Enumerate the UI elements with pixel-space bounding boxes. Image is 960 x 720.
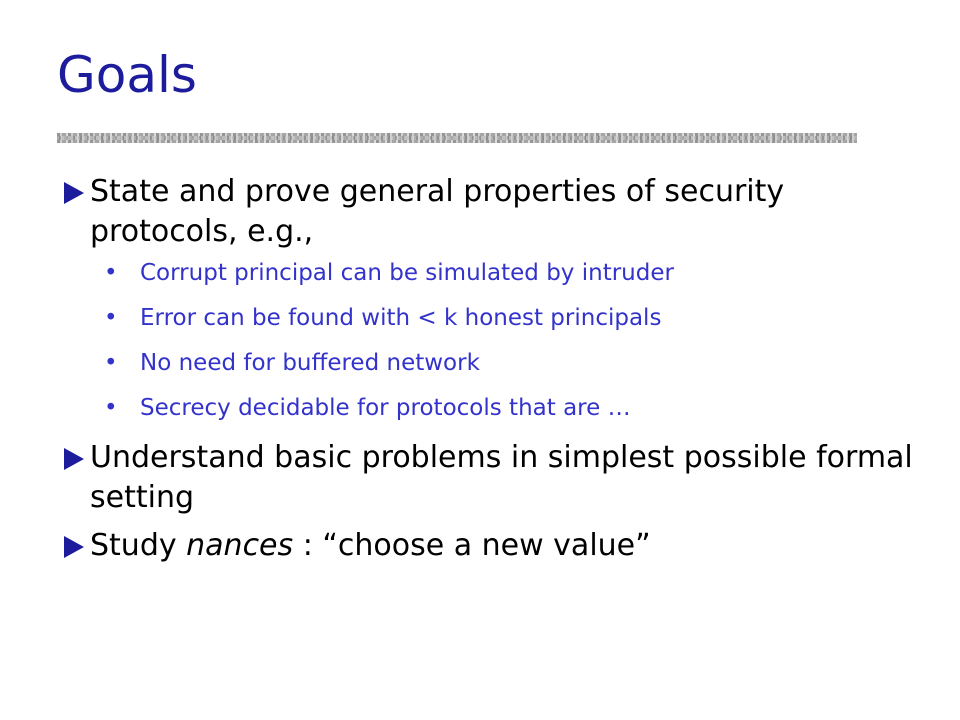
sub-bullet-dot-icon: • [104, 260, 118, 286]
sub-bullet-2-text: Error can be found with < k honest principals [140, 305, 662, 331]
title-divider [57, 133, 857, 143]
sub-bullet-dot-icon: • [104, 395, 118, 421]
bullet-2 [64, 438, 924, 518]
sub-bullet-4-text: Secrecy decidable for protocols that are … [140, 395, 631, 421]
sub-bullet-4 [64, 393, 924, 423]
bullet-triangle-icon [64, 182, 84, 204]
bullet-1-text: State and prove general properties of security protocols, e.g., [90, 174, 785, 249]
sub-bullet-1-text: Corrupt principal can be simulated by intruder [140, 260, 674, 286]
bullet-3-prefix: Study [90, 528, 187, 563]
sub-bullet-dot-icon: • [104, 305, 118, 331]
bullet-3-suffix: : “choose a new value” [293, 528, 651, 563]
bullet-triangle-icon [64, 448, 84, 470]
slide-title: Goals [57, 46, 197, 104]
bullet-2-text: Understand basic problems in simplest possible formal setting [90, 440, 913, 515]
sub-bullet-1 [64, 258, 924, 288]
bullet-triangle-icon [64, 536, 84, 558]
sub-bullet-dot-icon: • [104, 350, 118, 376]
bullet-1 [64, 172, 924, 252]
bullet-3 [64, 526, 924, 566]
sub-bullet-list [64, 258, 924, 423]
sub-bullet-2 [64, 303, 924, 333]
slide-content [64, 172, 924, 568]
bullet-3-italic-term: nances [186, 528, 294, 563]
sub-bullet-3-text: No need for buffered network [140, 350, 480, 376]
sub-bullet-3 [64, 348, 924, 378]
